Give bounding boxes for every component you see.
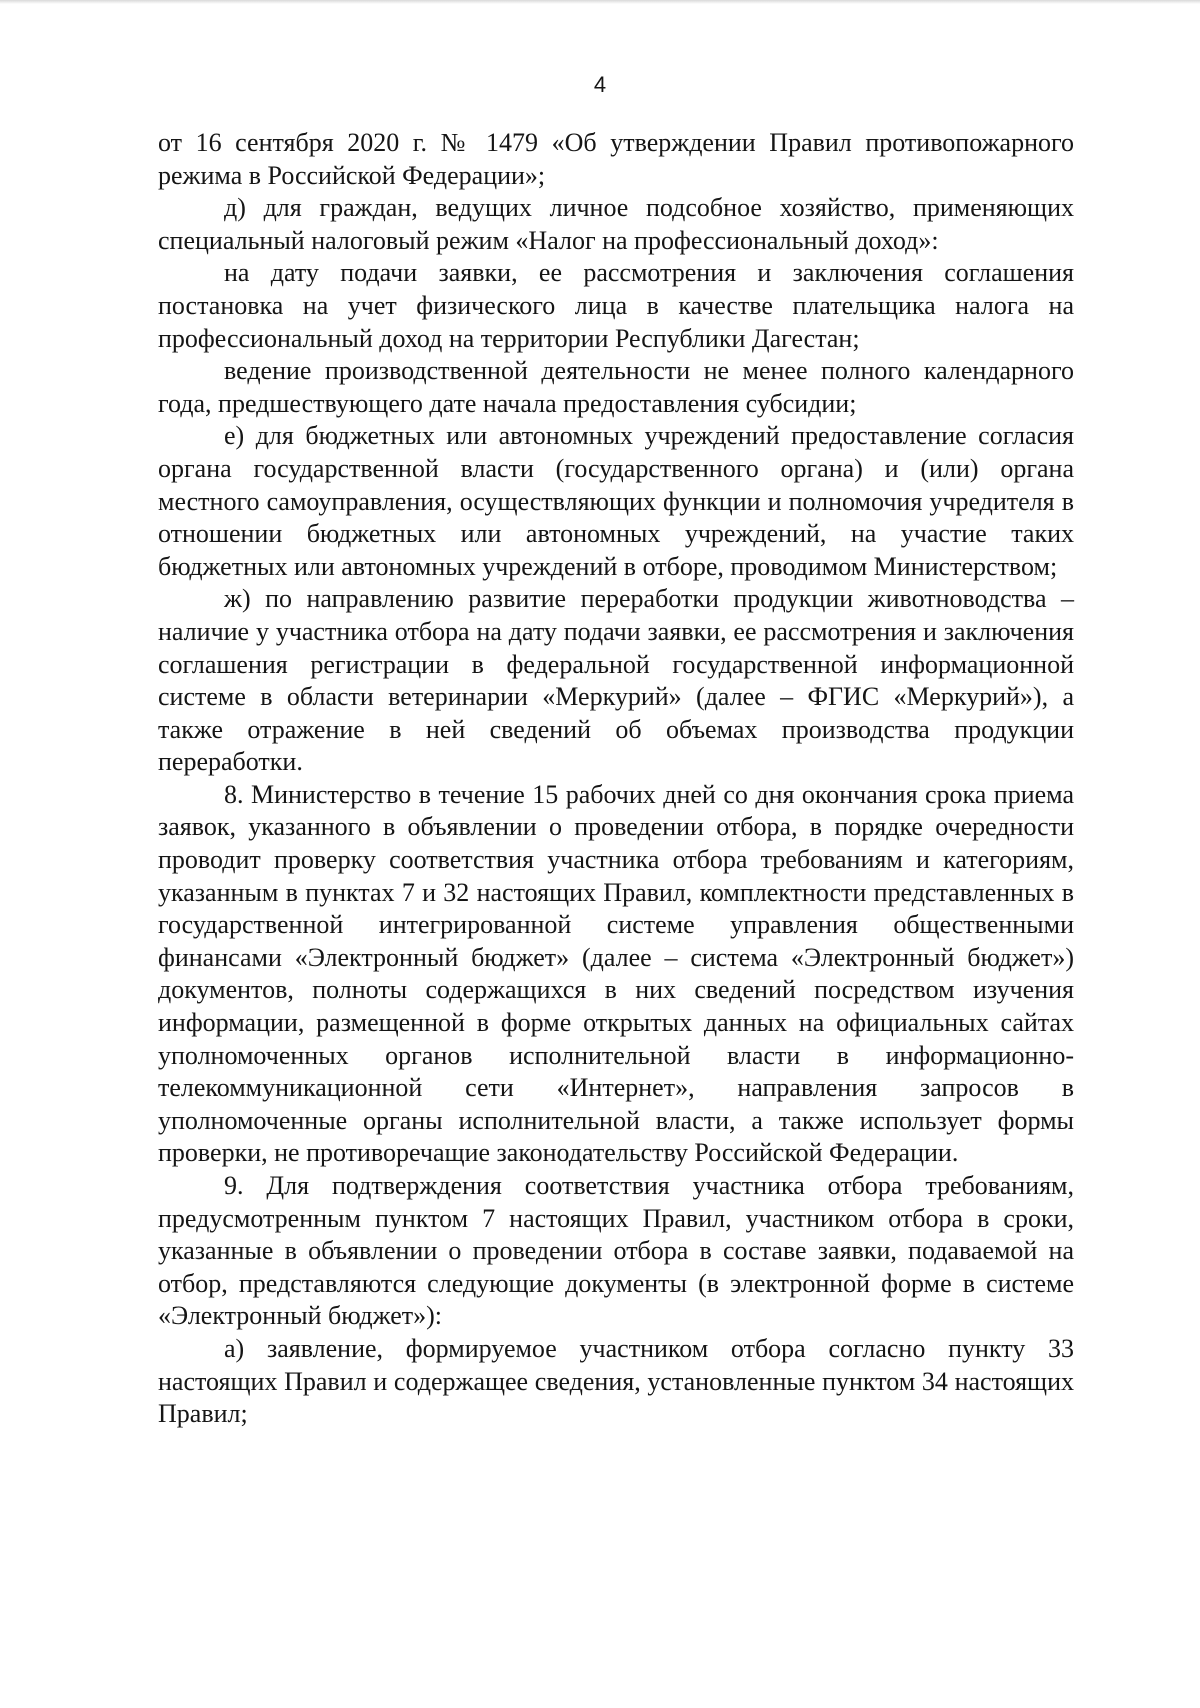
paragraph-item-d: д) для граждан, ведущих личное подсобное хозяйство, применяющих специальный налоговый режим «Налог на профессиональный доход»: (158, 193, 1074, 255)
page-number: 4 (593, 72, 607, 97)
paragraph-clause-9: 9. Для подтверждения соответствия участника отбора требованиям, предусмотренным пунктом 7 настоящих Правил, участником отбора в сроки, указанные в объявлении о проведении отбора в составе заявки, подаваемой на отбор, представляются следующие документы (в электронной форме в системе «Электронный бюджет»): (158, 1171, 1074, 1331)
paragraph-item-zh: ж) по направлению развитие переработки продукции животноводства – наличие у участника отбора на дату подачи заявки, ее рассмотрения и заключения соглашения регистрации в федеральной государственной информационной системе в области ветеринарии «Меркурий» (далее – ФГИС «Меркурий»), а также отражение в ней сведений об объемах производства продукции переработки. (158, 584, 1074, 777)
paragraph-continuation: от 16 сентября 2020 г. № 1479 «Об утверждении Правил противопожарного режима в Российской Федерации»; (158, 128, 1074, 190)
document-body (158, 127, 1074, 1431)
paragraph-activity-period: ведение производственной деятельности не менее полного календарного года, предшествующего дате начала предоставления субсидии; (158, 356, 1074, 418)
paragraph-item-a: а) заявление, формируемое участником отбора согласно пункту 33 настоящих Правил и содержащее сведения, установленные пунктом 34 настоящих Правил; (158, 1333, 1074, 1429)
paragraph-clause-8: 8. Министерство в течение 15 рабочих дней со дня окончания срока приема заявок, указанного в объявлении о проведении отбора, в порядке очередности проводит проверку соответствия участника отбора требованиям и категориям, указанным в пунктах 7 и 32 настоящих Правил, комплектности представленных в государственной интегрированной системе управления общественными финансами «Электронный бюджет» (далее – система «Электронный бюджет») документов, полноты содержащихся в них сведений посредством изучения информации, размещенной в форме открытых данных на официальных сайтах уполномоченных органов исполнительной власти в информационно-телекоммуникационной сети «Интернет», направления запросов в уполномоченные органы исполнительной власти, а также использует формы проверки, не противоречащие законодательству Российской Федерации. (158, 779, 1074, 1168)
scan-edge (0, 0, 1200, 4)
paragraph-registration-date: на дату подачи заявки, ее рассмотрения и заключения соглашения постановка на учет физического лица в качестве плательщика налога на профессиональный доход на территории Республики Дагестан; (158, 258, 1074, 353)
paragraph-item-e: е) для бюджетных или автономных учреждений предоставление согласия органа государственной власти (государственного органа) и (или) органа местного самоуправления, осуществляющих функции и полномочия учредителя в отношении бюджетных или автономных учреждений, на участие таких бюджетных или автономных учреждений в отборе, проводимом Министерством; (158, 421, 1074, 581)
